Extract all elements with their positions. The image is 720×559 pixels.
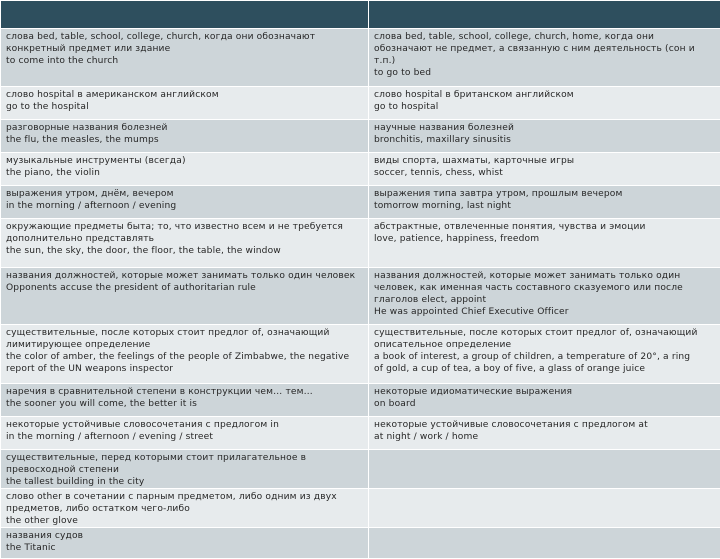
cell-text-line: He was appointed Chief Executive Officer (374, 306, 716, 318)
cell-text-line: научные названия болезней (374, 122, 716, 134)
cell-text-line: tomorrow morning, last night (374, 200, 716, 212)
cell-text-line: музыкальные инструменты (всегда) (6, 155, 364, 167)
cell-text-line: обозначают не предмет, а связанную с ним деятельность (сон и (374, 43, 716, 55)
table-cell-left (1, 268, 369, 325)
cell-text-line: to go to bed (374, 67, 716, 79)
cell-text-line: дополнительно представлять (6, 233, 364, 245)
table-cell-left (1, 87, 369, 120)
cell-text-line: the sun, the sky, the door, the floor, the table, the window (6, 245, 364, 257)
cell-text-line: in the morning / afternoon / evening (6, 200, 364, 212)
table-row (1, 186, 720, 219)
cell-text-line: существительные, перед которыми стоит прилагательное в (6, 452, 364, 464)
cell-text-line: названия судов (6, 530, 364, 542)
table-cell-left (1, 186, 369, 219)
cell-text-line: названия должностей, которые может занимать только один человек (6, 270, 364, 282)
table-cell-left (1, 450, 369, 489)
cell-text-line: the sooner you will come, the better it is (6, 398, 364, 410)
cell-text-line: the Titanic (6, 542, 364, 554)
cell-text-line: the color of amber, the feelings of the people of Zimbabwe, the negative (6, 351, 364, 363)
cell-text-line: окружающие предметы быта; то, что известно всем и не требуется (6, 221, 364, 233)
table-cell-right (369, 29, 720, 87)
table-header-cell-right (369, 1, 720, 29)
cell-text-line: of gold, a cup of tea, a boy of five, a glass of orange juice (374, 363, 716, 375)
cell-text-line: превосходной степени (6, 464, 364, 476)
table-row (1, 384, 720, 417)
table-row (1, 120, 720, 153)
table-cell-right (369, 325, 720, 384)
cell-text-line: существительные, после которых стоит предлог of, означающий (374, 327, 716, 339)
table-cell-right (369, 186, 720, 219)
cell-text-line: слово hospital в британском английском (374, 89, 716, 101)
cell-text-line: the other glove (6, 515, 364, 527)
cell-text-line: виды спорта, шахматы, карточные игры (374, 155, 716, 167)
cell-text-line: слово hospital в американском английском (6, 89, 364, 101)
table-header-cell-left (1, 1, 369, 29)
cell-text-line: the flu, the measles, the mumps (6, 134, 364, 146)
table-cell-left (1, 384, 369, 417)
table-cell-left (1, 528, 369, 559)
cell-text-line: report of the UN weapons inspector (6, 363, 364, 375)
cell-text-line: некоторые устойчивые словосочетания с предлогом at (374, 419, 716, 431)
cell-text-line: bronchitis, maxillary sinusitis (374, 134, 716, 146)
table-row (1, 87, 720, 120)
table-cell-right (369, 489, 720, 528)
cell-text-line: разговорные названия болезней (6, 122, 364, 134)
table-cell-left (1, 120, 369, 153)
cell-text-line: the tallest building in the city (6, 476, 364, 488)
table-row (1, 417, 720, 450)
cell-text-line: существительные, после которых стоит предлог of, означающий (6, 327, 364, 339)
cell-text-line: слова bed, table, school, college, church, home, когда они (374, 31, 716, 43)
table-cell-left (1, 153, 369, 186)
cell-text-line: at night / work / home (374, 431, 716, 443)
table-header-row (1, 1, 720, 29)
cell-text-line: the piano, the violin (6, 167, 364, 179)
cell-text-line: предметов, либо остатком чего-либо (6, 503, 364, 515)
table-cell-right (369, 120, 720, 153)
table-row (1, 153, 720, 186)
cell-text-line: to come into the church (6, 55, 364, 67)
cell-text-line: go to the hospital (6, 101, 364, 113)
cell-text-line: конкретный предмет или здание (6, 43, 364, 55)
cell-text-line: слова bed, table, school, college, church, когда они обозначают (6, 31, 364, 43)
cell-text-line: лимитирующее определение (6, 339, 364, 351)
table-cell-right (369, 417, 720, 450)
table-row (1, 29, 720, 87)
cell-text-line: go to hospital (374, 101, 716, 113)
table-cell-right (369, 528, 720, 559)
cell-text-line: on board (374, 398, 716, 410)
table-cell-right (369, 153, 720, 186)
cell-text-line: наречия в сравнительной степени в конструкции чем… тем… (6, 386, 364, 398)
table-cell-left (1, 417, 369, 450)
table-row (1, 219, 720, 268)
cell-text-line: выражения утром, днём, вечером (6, 188, 364, 200)
table-cell-right (369, 384, 720, 417)
cell-text-line: т.п.) (374, 55, 716, 67)
cell-text-line: soccer, tennis, chess, whist (374, 167, 716, 179)
table-row (1, 325, 720, 384)
table-cell-left (1, 325, 369, 384)
table-cell-left (1, 489, 369, 528)
cell-text-line: глаголов elect, appoint (374, 294, 716, 306)
cell-text-line: описательное определение (374, 339, 716, 351)
table-cell-right (369, 219, 720, 268)
table-cell-left (1, 29, 369, 87)
cell-text-line: абстрактные, отвлеченные понятия, чувства и эмоции (374, 221, 716, 233)
cell-text-line: выражения типа завтра утром, прошлым вечером (374, 188, 716, 200)
table-cell-right (369, 87, 720, 120)
table-row (1, 450, 720, 489)
cell-text-line: некоторые идиоматические выражения (374, 386, 716, 398)
cell-text-line: некоторые устойчивые словосочетания с предлогом in (6, 419, 364, 431)
cell-text-line: a book of interest, a group of children, a temperature of 20°, a ring (374, 351, 716, 363)
table-row (1, 528, 720, 559)
table-row (1, 268, 720, 325)
cell-text-line: слово other в сочетании с парным предметом, либо одним из двух (6, 491, 364, 503)
table-row (1, 489, 720, 528)
table-cell-right (369, 450, 720, 489)
table-cell-left (1, 219, 369, 268)
table-cell-right (369, 268, 720, 325)
cell-text-line: человек, как именная часть составного сказуемого или после (374, 282, 716, 294)
cell-text-line: Opponents accuse the president of authoritarian rule (6, 282, 364, 294)
cell-text-line: in the morning / afternoon / evening / street (6, 431, 364, 443)
cell-text-line: названия должностей, которые может занимать только один (374, 270, 716, 282)
cell-text-line: love, patience, happiness, freedom (374, 233, 716, 245)
